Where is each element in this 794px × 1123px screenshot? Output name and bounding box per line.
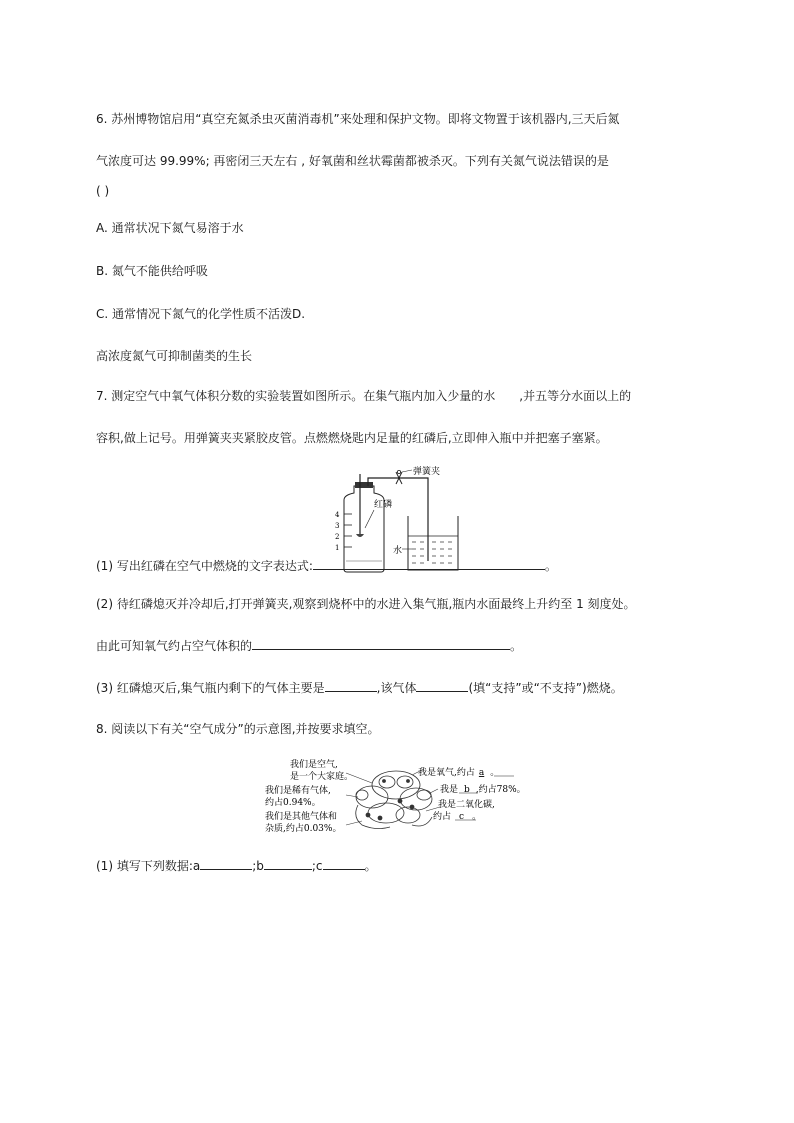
- q6-option-c: C. 通常情况下氮气的化学性质不活泼D.: [96, 307, 306, 321]
- label-air-1: 我们是空气,: [290, 760, 338, 770]
- label-oxygen-end: 。: [490, 768, 500, 778]
- label-oxygen-blank: a: [478, 768, 485, 778]
- q7-sub2-prefix: 由此可知氧气约占空气体积的: [96, 639, 253, 653]
- air-composition-figure: [262, 755, 537, 837]
- q6-option-a: A. 通常状况下氮气易溶于水: [96, 221, 244, 235]
- q8-blank-b[interactable]: [264, 857, 312, 870]
- combustion-spoon: [356, 534, 364, 537]
- stopper: [355, 482, 373, 488]
- scale-1: 1: [335, 544, 340, 552]
- q7-line1-part-b: ,并五等分水面以上的: [519, 389, 632, 403]
- q7-sub3-mid: ,该气体: [376, 681, 417, 695]
- label-co2-end: 。: [472, 812, 482, 822]
- label-red-phosphorus: 红磷: [374, 500, 393, 510]
- label-co2-blank: c: [459, 812, 465, 822]
- label-rare-gas-1: 我们是稀有气体,: [265, 786, 331, 796]
- label-co2-pre: 约占: [433, 812, 452, 822]
- q7-sub3-support-blank[interactable]: [416, 679, 468, 692]
- label-nitrogen: [440, 783, 526, 795]
- q6-line2: 气浓度可达 99.99%; 再密闭三天左右 , 好氧菌和丝状霉菌都被杀灭。下列有关氮气说法错误的是: [96, 154, 609, 168]
- q8-blank-a[interactable]: [200, 857, 252, 870]
- q7-sub1: [96, 557, 557, 574]
- scale-3: 3: [335, 522, 340, 530]
- q8-sub1-c-label: ;c: [311, 859, 323, 873]
- label-spring-clamp: 弹簧夹: [413, 467, 441, 477]
- label-water: 水: [393, 546, 403, 556]
- label-air-2: 是一个大家庭。: [290, 772, 354, 782]
- label-oxygen: [418, 766, 499, 778]
- q6-option-b: B. 氮气不能供给呼吸: [96, 264, 208, 278]
- q6-option-d: 高浓度氮气可抑制菌类的生长: [96, 349, 253, 363]
- q7-sub1-answer-blank[interactable]: [313, 557, 545, 570]
- q8-sub1: [96, 857, 377, 874]
- air-family-cartoon: [356, 771, 432, 829]
- q7-sub3: [96, 679, 623, 696]
- label-nitrogen-blank: b: [464, 785, 470, 795]
- label-oxygen-text: 我是氧气,约占: [418, 768, 475, 778]
- q7-sub3-suffix: (填“支持”或“不支持”)燃烧。: [468, 681, 623, 695]
- label-other-1: 我们是其他气体和: [265, 812, 338, 822]
- q7-sub2-suffix: 。: [510, 639, 523, 653]
- q8-sub1-prefix: (1) 填写下列数据:a: [96, 859, 201, 873]
- label-other-2: 杂质,约占0.03%。: [265, 824, 342, 834]
- q7-line1: [96, 388, 631, 404]
- label-rare-gas-2: 约占0.94%。: [265, 798, 321, 808]
- label-nitrogen-pre: 我是: [440, 785, 459, 795]
- q6-answer-paren: ( ): [96, 184, 110, 198]
- q7-sub1-prefix: (1) 写出红磷在空气中燃烧的文字表达式:: [96, 559, 313, 573]
- q8-line1: 8. 阅读以下有关“空气成分”的示意图,并按要求填空。: [96, 722, 380, 736]
- q8-sub1-b-label: ;b: [252, 859, 264, 873]
- q8-sub1-end: 。: [364, 859, 377, 873]
- q7-sub2-line2: [96, 637, 522, 654]
- q7-sub2-answer-blank[interactable]: [252, 637, 510, 650]
- q7-line2: 容积,做上记号。用弹簧夹夹紧胶皮管。点燃燃烧匙内足量的红磷后,立即伸入瓶中并把塞子塞紧。: [96, 431, 608, 445]
- scale-2: 2: [335, 533, 340, 541]
- q7-sub3-gas-blank[interactable]: [325, 679, 377, 692]
- q8-blank-c[interactable]: [323, 857, 365, 870]
- label-nitrogen-post: ,约占78%。: [475, 785, 526, 795]
- q7-sub3-prefix: (3) 红磷熄灭后,集气瓶内剩下的气体主要是: [96, 681, 325, 695]
- q7-sub1-suffix: 。: [544, 559, 557, 573]
- q6-line1: 6. 苏州博物馆启用“真空充氮杀虫灭菌消毒机”来处理和保护文物。即将文物置于该机器内,三天后氮: [96, 112, 620, 126]
- q7-line1-part-a: 7. 测定空气中氧气体积分数的实验装置如图所示。在集气瓶内加入少量的水: [96, 389, 496, 403]
- scale-4: 4: [335, 511, 340, 519]
- label-co2-1: 我是二氧化碳,: [438, 800, 495, 810]
- q7-sub2-line1: (2) 待红磷熄灭并冷却后,打开弹簧夹,观察到烧杯中的水进入集气瓶,瓶内水面最终上升约至 1 刻度处。: [96, 597, 636, 611]
